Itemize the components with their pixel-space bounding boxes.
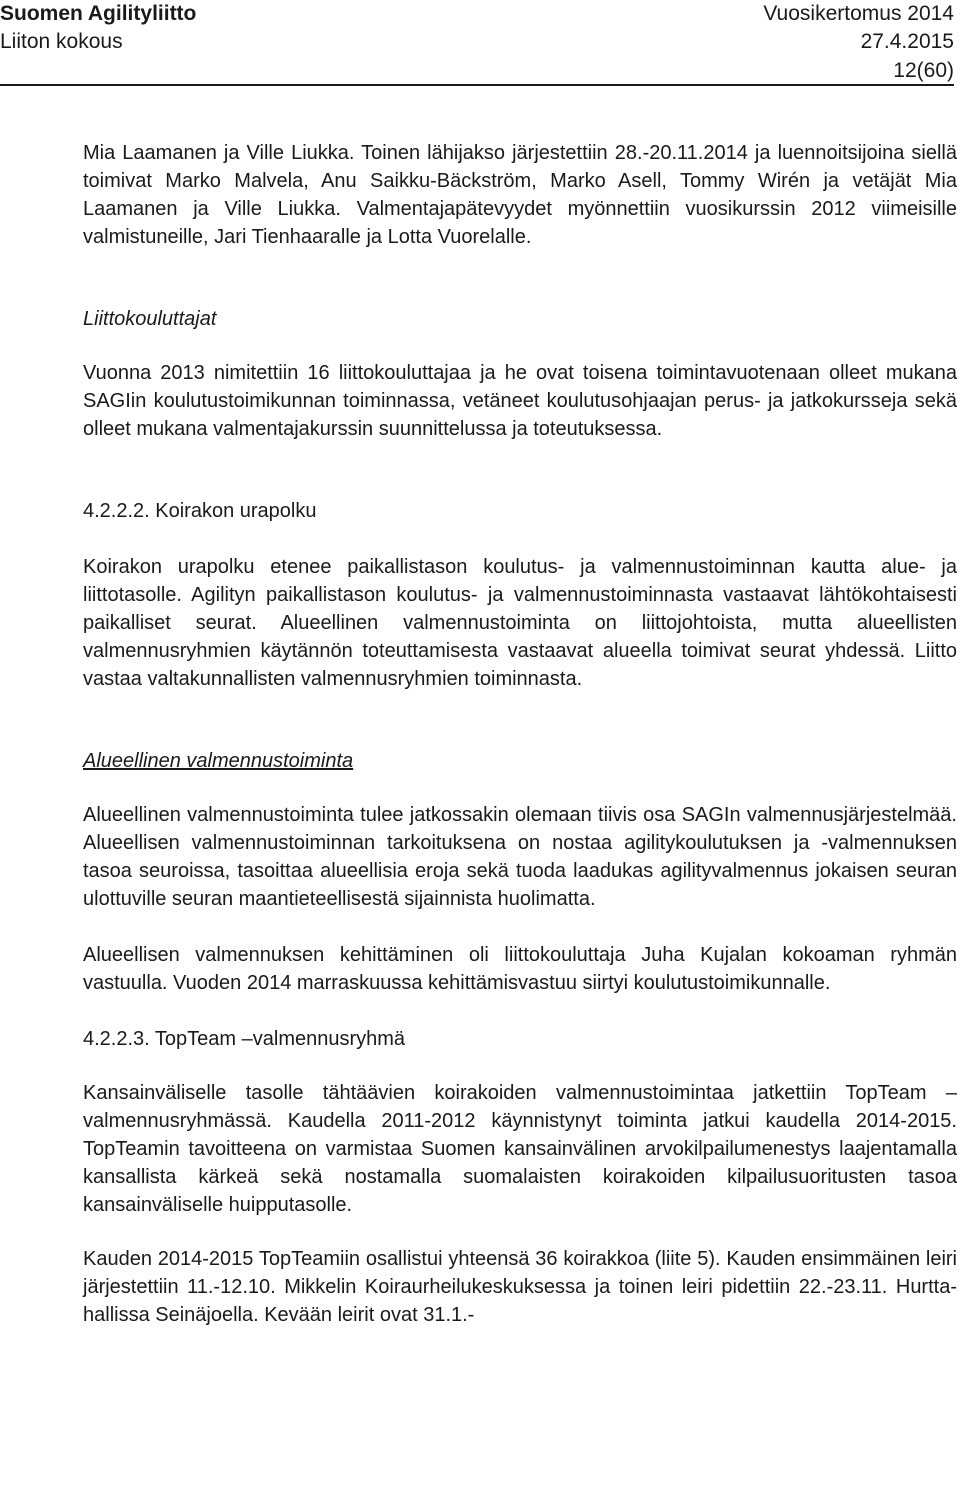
- document-title: Vuosikertomus 2014: [763, 2, 954, 25]
- spacer: [83, 775, 957, 801]
- spacer: [83, 251, 957, 305]
- liittokouluttajat-heading: Liittokouluttajat: [83, 308, 217, 330]
- page-header: [0, 0, 960, 92]
- meeting-name: Liiton kokous: [0, 30, 123, 53]
- spacer: [83, 997, 957, 1025]
- alueellinen-valmennustoiminta-heading: Alueellinen valmennustoiminta: [83, 750, 354, 772]
- spacer: [83, 1219, 957, 1245]
- alueellinen-paragraph-2: Alueellisen valmennuksen kehittäminen oli liittokouluttaja Juha Kujalan kokoaman ryhmän vastuulla. Vuoden 2014 marraskuussa kehittämisvastuu siirtyi koulutustoimikunnalle.: [83, 944, 957, 994]
- topteam-paragraph-1: Kansainväliselle tasolle tähtäävien koirakoiden valmennustoimintaa jatkettiin TopTeam –valmennusryhmässä. Kaudella 2011-2012 käynnistynyt toiminta jatkui kaudella 2014-2015. TopTeamin tavoitteena on varmistaa Suomen kansainvälinen arvokilpailumenestys laajentamalla kansallista kärkeä sekä nostamalla suomalaisten koirakoiden kilpailusuoritusten tasoa kansainväliselle huipputasolle.: [83, 1082, 957, 1216]
- page-number: 12(60): [893, 59, 954, 82]
- topteam-heading: 4.2.2.3. TopTeam –valmennusryhmä: [83, 1028, 406, 1050]
- koirakon-urapolku-heading: 4.2.2.2. Koirakon urapolku: [83, 500, 317, 522]
- org-name: Suomen Agilityliitto: [0, 2, 197, 25]
- spacer: [83, 693, 957, 747]
- spacer: [83, 1053, 957, 1079]
- spacer: [83, 443, 957, 497]
- spacer: [83, 913, 957, 941]
- spacer: [83, 525, 957, 553]
- document-date: 27.4.2015: [860, 30, 954, 53]
- koirakon-urapolku-paragraph: Koirakon urapolku etenee paikallistason koulutus- ja valmennustoiminnan kautta alue- ja liittotasolle. Agilityn paikallistason koulutus- ja valmennustoiminnasta vastaavat lähtökohtaisesti paikalliset seurat. Alueellinen valmennustoiminta on liittojohtoista, mutta alueellisten valmennusryhmien käytännön toteuttamisesta vastaavat alueella toimivat seurat yhdessä. Liitto vastaa valtakunnallisten valmennusryhmien toiminnasta.: [83, 556, 957, 690]
- header-divider: [0, 84, 954, 86]
- document-body: [83, 139, 957, 1329]
- alueellinen-paragraph-1: Alueellinen valmennustoiminta tulee jatkossakin olemaan tiivis osa SAGIn valmennusjärjestelmää. Alueellisen valmennustoiminnan tarkoituksena on nostaa agilitykoulutuksen ja -valmennuksen tasoa seuroissa, tasoittaa alueellisia eroja sekä tuoda laadukas agilityvalmennus jokaisen seuran ulottuville seuran maantieteellisestä sijainnista huolimatta.: [83, 804, 957, 910]
- spacer: [83, 333, 957, 359]
- topteam-paragraph-2: Kauden 2014-2015 TopTeamiin osallistui yhteensä 36 koirakkoa (liite 5). Kauden ensimmäinen leiri järjestettiin 11.-12.10. Mikkelin Koiraurheilukeskuksessa ja toinen leiri pidettiin 22.-23.11. Hurtta-hallissa Seinäjoella. Kevään leirit ovat 31.1.-: [83, 1248, 957, 1326]
- intro-paragraph: Mia Laamanen ja Ville Liukka. Toinen lähijakso järjestettiin 28.-20.11.2014 ja luennoitsijoina siellä toimivat Marko Malvela, Anu Saikku-Bäckström, Marko Asell, Tommy Wirén ja vetäjät Mia Laamanen ja Ville Liukka. Valmentajapätevyydet myönnettiin vuosikurssin 2012 viimeisille valmistuneille, Jari Tienhaaralle ja Lotta Vuorelalle.: [83, 142, 957, 248]
- liittokouluttajat-paragraph: Vuonna 2013 nimitettiin 16 liittokouluttajaa ja he ovat toisena toimintavuotenaan olleet mukana SAGIin koulutustoimikunnan toiminnassa, vetäneet koulutusohjaajan perus- ja jatkokursseja sekä olleet mukana valmentajakurssin suunnittelussa ja toteutuksessa.: [83, 362, 957, 440]
